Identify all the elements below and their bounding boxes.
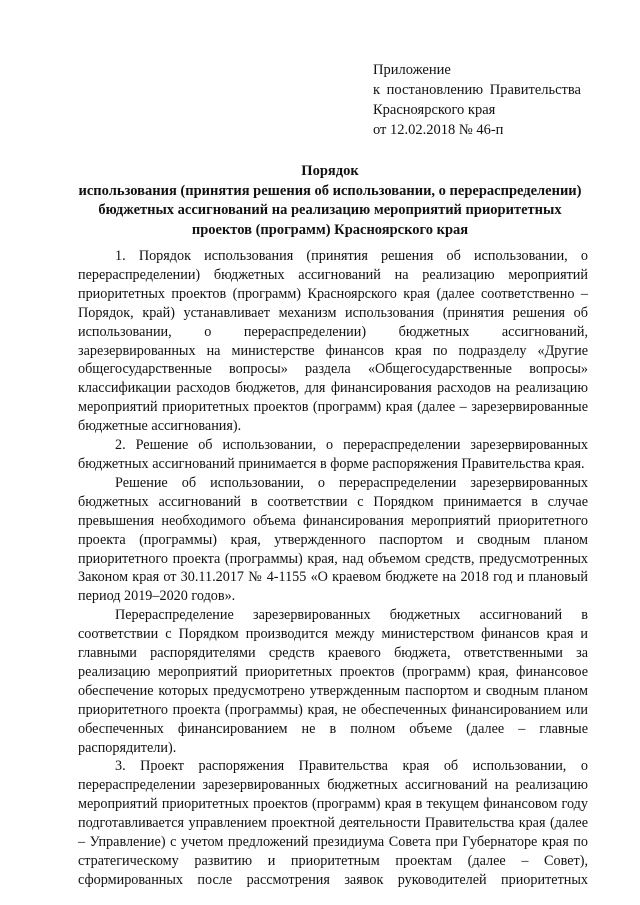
title-line-4: проектов (программ) Красноярского края bbox=[191, 221, 469, 238]
document-body bbox=[78, 247, 588, 890]
appendix-decree-ref: к постановлению Правительства bbox=[373, 82, 581, 98]
appendix-header bbox=[373, 60, 613, 140]
document-title bbox=[50, 162, 610, 240]
paragraph-1: 1. Порядок использования (принятия решения об использовании, о перераспределении) бюджетных ассигнований на реализацию мероприятий приоритетных проектов (программ) Красноярского края (далее соответственно – Порядок, край) устанавливает механизм использования (принятия решения об использовании, о перераспределении) бюджетных ассигнований, зарезервированных на министерстве финансов края по подразделу «Другие общегосударственные вопросы» раздела «Общегосударственные вопросы» классификации расходов бюджетов, для финансирования расходов на реализацию мероприятий приоритетных проектов (программ) края (далее – зарезервированные бюджетные ассигнования). bbox=[78, 248, 588, 435]
paragraph-2: 2. Решение об использовании, о перераспределении зарезервированных бюджетных ассигнований принимается в форме распоряжения Правительства края. bbox=[78, 437, 588, 472]
appendix-label: Приложение bbox=[373, 62, 451, 78]
appendix-date-number: от 12.02.2018 № 46-п bbox=[373, 122, 504, 138]
paragraph-4: Перераспределение зарезервированных бюджетных ассигнований в соответствии с Порядком производится между министерством финансов края и главными распорядителями средств краевого бюджета, ответственными за реализацию мероприятий приоритетных проектов (программ) края, финансовое обеспечение которых предусмотрено утвержденным паспортом и сводным планом приоритетного проекта (программы) края, не обеспеченных финансированием или обеспеченных финансированием не в полном объеме (далее – главные распорядители). bbox=[78, 607, 588, 756]
title-heading: Порядок bbox=[301, 163, 359, 179]
title-line-2: использования (принятия решения об использовании, о перераспределении) bbox=[78, 182, 582, 199]
paragraph-3: Решение об использовании, о перераспределении зарезервированных бюджетных ассигнований в соответствии с Порядком принимается в случае превышения необходимого объема финансирования мероприятий приоритетного проекта (программы) края, утвержденного паспортом и сводным планом приоритетного проекта (программы) края, над объемом средств, предусмотренных Законом края от 30.11.2017 № 4-1155 «О краевом бюджете на 2018 год и плановый период 2019–2020 годов». bbox=[78, 474, 588, 605]
title-line-3: бюджетных ассигнований на реализацию мероприятий приоритетных bbox=[98, 202, 562, 218]
paragraph-5: 3. Проект распоряжения Правительства края об использовании, о перераспределении зарезервированных бюджетных ассигнований на реализацию мероприятий приоритетных проектов (программ) края в текущем финансовом году подготавливается управлением проектной деятельности Правительства края (далее – Управление) с учетом предложений президиума Совета при Губернаторе края по стратегическому развитию и приоритетным проектам (далее – Совет), сформированных после рассмотрения заявок руководителей приоритетных bbox=[78, 758, 588, 888]
appendix-region: Красноярского края bbox=[373, 102, 496, 118]
